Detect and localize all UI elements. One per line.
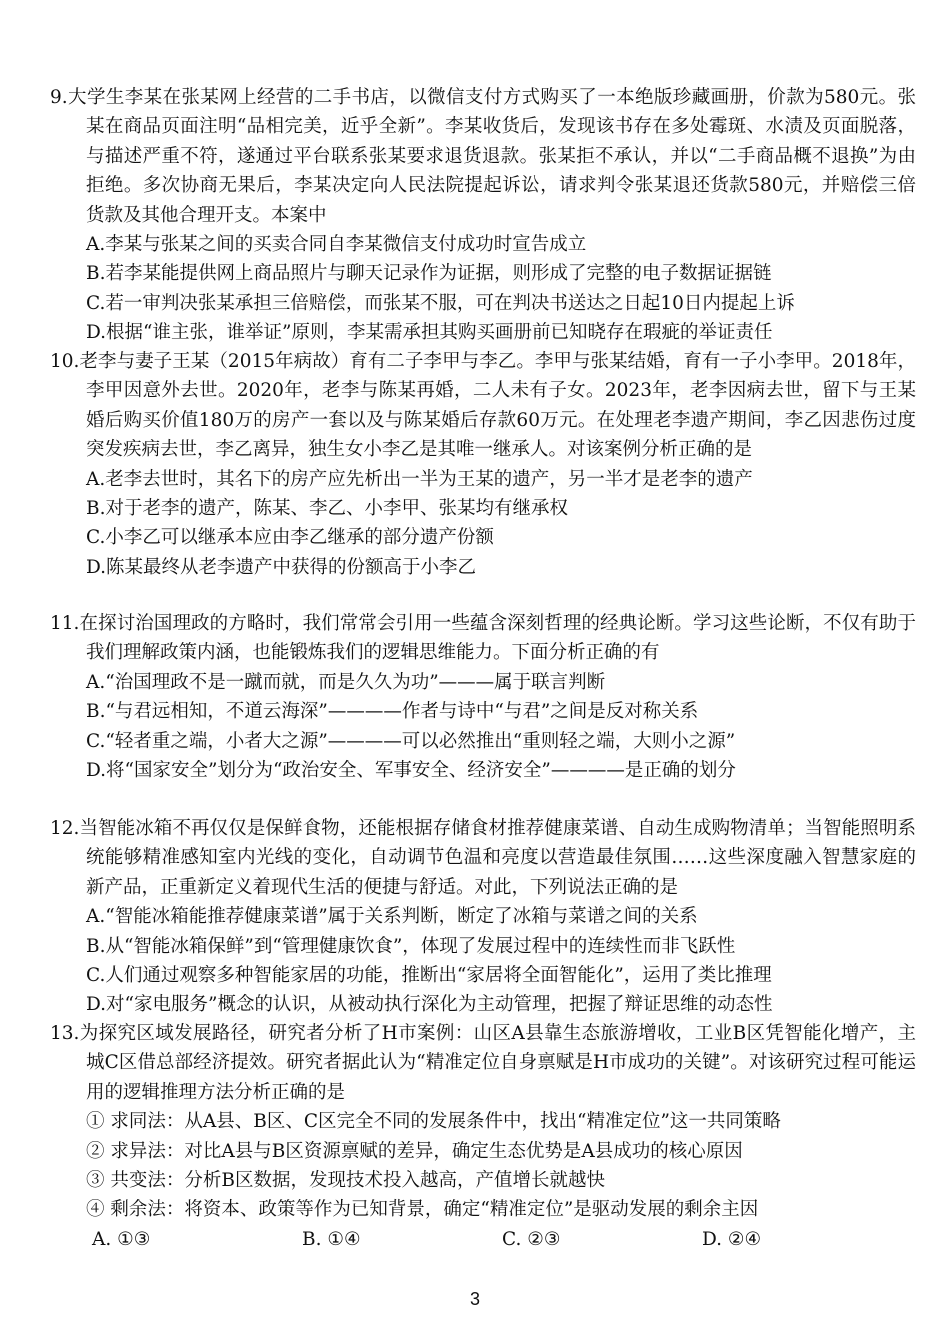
question-13	[50, 1019, 916, 1254]
page-number: 3	[469, 1289, 480, 1309]
question-stem: 13.为探究区域发展路径，研究者分析了H市案例：山区A县靠生态旅游增收，工业B区凭智能化增产，主城C区借总部经济提效。研究者据此认为“精准定位自身禀赋是H市成功的关键”。对该研究过程可能运用的逻辑推理方法分析正确的是	[50, 1023, 916, 1103]
option-b: B.对于老李的遗产，陈某、李乙、小李甲、张某均有继承权	[86, 498, 568, 520]
option-a: A.李某与张某之间的买卖合同自李某微信支付成功时宣告成立	[86, 234, 587, 256]
option-c: C.小李乙可以继承本应由李乙继承的部分遗产份额	[86, 527, 494, 549]
option-d: D.根据“谁主张，谁举证”原则，李某需承担其购买画册前已知晓存在瑕疵的举证责任	[86, 322, 773, 344]
question-12	[50, 814, 916, 1020]
option-a: A.“智能冰箱能推荐健康菜谱”属于关系判断，断定了冰箱与菜谱之间的关系	[86, 906, 698, 928]
statement-3: ③ 共变法：分析B区数据，发现技术投入越高，产值增长就越快	[86, 1170, 605, 1192]
question-stem: 12.当智能冰箱不再仅仅是保鲜食物，还能根据存储食材推荐健康菜谱、自动生成购物清单；当智能照明系统能够精准感知室内光线的变化，自动调节色温和亮度以营造最佳氛围……这些深度融入智慧家庭的新产品，正重新定义着现代生活的便捷与舒适。对此，下列说法正确的是	[50, 818, 916, 898]
question-stem: 9.大学生李某在张某网上经营的二手书店，以微信支付方式购买了一本绝版珍藏画册，价款为580元。张某在商品页面注明“品相完美，近乎全新”。李某收货后，发现该书存在多处霉斑、水渍及页面脱落，与描述严重不符，遂通过平台联系张某要求退货退款。张某拒不承认，并以“二手商品概不退换”为由拒绝。多次协商无果后，李某决定向人民法院提起诉讼，请求判令张某退还货款580元，并赔偿三倍货款及其他合理开支。本案中	[50, 87, 916, 226]
option-d: D.对“家电服务”概念的认识，从被动执行深化为主动管理，把握了辩证思维的动态性	[86, 994, 773, 1016]
option-b: B.从“智能冰箱保鲜”到“管理健康饮食”，体现了发展过程中的连续性而非飞跃性	[86, 935, 736, 957]
option-c: C.若一审判决张某承担三倍赔偿，而张某不服，可在判决书送达之日起10日内提起上诉	[86, 292, 795, 314]
question-10	[50, 347, 916, 582]
statement-4: ④ 剩余法：将资本、政策等作为已知背景，确定“精准定位”是驱动发展的剩余主因	[86, 1199, 759, 1221]
option-c: C.“轻者重之端，小者大之源”————可以必然推出“重则轻之端，大则小之源”	[86, 730, 736, 752]
choice-d: D. ②④	[702, 1228, 762, 1250]
option-b: B.若李某能提供网上商品照片与聊天记录作为证据，则形成了完整的电子数据证据链	[86, 263, 772, 285]
answer-choices	[50, 1225, 916, 1254]
option-b: B.“与君远相知，不道云海深”————作者与诗中“与君”之间是反对称关系	[86, 701, 699, 723]
option-a: A.老李去世时，其名下的房产应先析出一半为王某的遗产，另一半才是老李的遗产	[86, 468, 753, 490]
question-11	[50, 609, 916, 785]
question-stem: 10.老李与妻子王某（2015年病故）育有二子李甲与李乙。李甲与张某结婚，育有一子小李甲。2018年，李甲因意外去世。2020年，老李与陈某再婚，二人未有子女。2023年，老李因病去世，留下与王某婚后购买价值180万的房产一套以及与陈某婚后存款60万元。在处理老李遗产期间，李乙因悲伤过度突发疾病去世，李乙离异，独生女小李乙是其唯一继承人。对该案例分析正确的是	[50, 351, 916, 461]
choice-c: C. ②③	[502, 1228, 561, 1250]
statement-1: ① 求同法：从A县、B区、C区完全不同的发展条件中，找出“精准定位”这一共同策略	[86, 1111, 781, 1133]
option-d: D.将“国家安全”划分为“政治安全、军事安全、经济安全”————是正确的划分	[86, 760, 736, 782]
choice-b: B. ①④	[302, 1228, 361, 1250]
question-9	[50, 83, 916, 348]
question-stem: 11.在探讨治国理政的方略时，我们常常会引用一些蕴含深刻哲理的经典论断。学习这些论断，不仅有助于我们理解政策内涵，也能锻炼我们的逻辑思维能力。下面分析正确的有	[50, 613, 916, 664]
option-c: C.人们通过观察多种智能家居的功能，推断出“家居将全面智能化”，运用了类比推理	[86, 965, 772, 987]
option-d: D.陈某最终从老李遗产中获得的份额高于小李乙	[86, 556, 477, 578]
statement-2: ② 求异法：对比A县与B区资源禀赋的差异，确定生态优势是A县成功的核心原因	[86, 1140, 743, 1162]
choice-a: A. ①③	[92, 1228, 151, 1250]
option-a: A.“治国理政不是一蹴而就，而是久久为功”———属于联言判断	[86, 671, 606, 693]
